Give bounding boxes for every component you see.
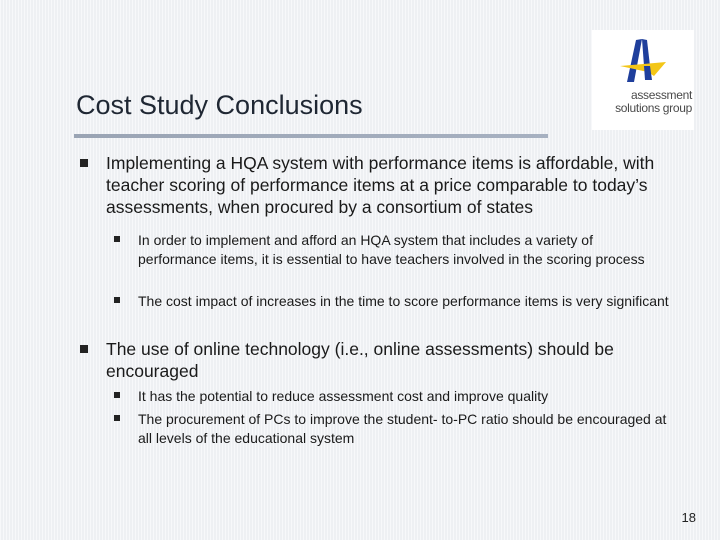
sub-bullet-text: The procurement of PCs to improve the student- to-PC ratio should be encouraged at all levels of the educational system xyxy=(138,411,667,446)
bullet-item xyxy=(80,338,680,382)
square-bullet-icon xyxy=(114,297,120,303)
sub-bullet-item xyxy=(114,410,674,448)
page-number: 18 xyxy=(681,510,696,525)
sub-bullet-text: It has the potential to reduce assessment cost and improve quality xyxy=(138,388,549,404)
sub-bullet-text: The cost impact of increases in the time to score performance items is very significant xyxy=(138,293,669,309)
bullet-text: Implementing a HQA system with performance items is affordable, with teacher scoring of performance items at a price comparable to today’s assessments, when procured by a consortium of states xyxy=(106,153,655,217)
bullet-item xyxy=(80,152,680,218)
square-bullet-icon xyxy=(80,345,88,353)
square-bullet-icon xyxy=(114,392,120,398)
logo-text-line-1: assessment xyxy=(630,88,692,102)
slide-title: Cost Study Conclusions xyxy=(76,90,363,120)
logo-text-line-2: solutions group xyxy=(615,101,692,115)
sub-bullet-item xyxy=(114,231,674,269)
bullet-text: The use of online technology (i.e., online assessments) should be encouraged xyxy=(106,339,614,381)
sub-bullet-item xyxy=(114,292,674,311)
square-bullet-icon xyxy=(114,236,120,242)
square-bullet-icon xyxy=(114,415,120,421)
square-bullet-icon xyxy=(80,159,88,167)
sub-bullet-item xyxy=(114,387,674,406)
sub-bullet-text: In order to implement and afford an HQA system that includes a variety of performance items, it is essential to have teachers involved in the scoring process xyxy=(138,232,645,267)
